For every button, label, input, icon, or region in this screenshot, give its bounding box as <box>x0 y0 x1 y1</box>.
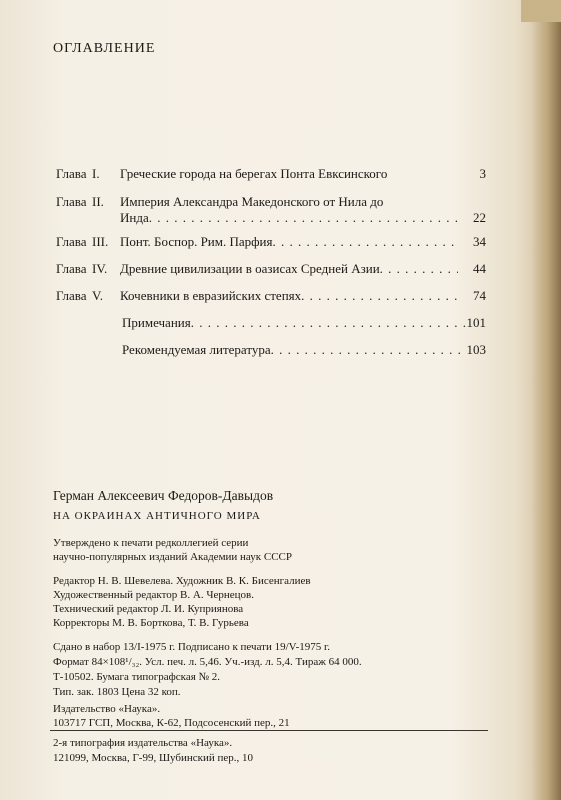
toc-leader-dots <box>271 342 467 358</box>
toc-chapter-number: IV. <box>92 261 108 276</box>
toc-entry-literature <box>122 342 486 358</box>
credits-line: Редактор Н. В. Шевелева. Художник В. К. Бисенгалиев <box>53 575 311 587</box>
toc-leader-dots <box>149 210 458 226</box>
author-name: Герман Алексеевич Федоров-Давыдов <box>53 488 274 503</box>
toc-chapter-label: Глава <box>56 194 87 209</box>
toc-extra-title: Примечания <box>122 315 191 330</box>
toc-chapter-title: Древние цивилизации в оазисах Средней Азии <box>120 261 380 276</box>
toc-chapter-title: Понт. Боспор. Рим. Парфия <box>120 234 273 249</box>
toc-entry <box>56 288 486 304</box>
toc-entry <box>56 194 486 226</box>
toc-leader-dots <box>301 288 458 304</box>
credits-line: Корректоры М. В. Борткова, Т. В. Гурьева <box>53 617 249 629</box>
print-data-line: Т-10502. Бумага типографская № 2. <box>53 671 221 683</box>
toc-heading: ОГЛАВЛЕНИЕ <box>53 41 156 56</box>
toc-chapter-title-cont: Инда <box>120 210 149 225</box>
approval-line: Утверждено к печати редколлегией серии <box>53 537 249 549</box>
print-data-line: Сдано в набор 13/I-1975 г. Подписано к печати 19/V-1975 г. <box>53 641 331 653</box>
book-title: НА ОКРАИНАХ АНТИЧНОГО МИРА <box>53 510 261 522</box>
toc-chapter-number: V. <box>92 288 103 303</box>
toc-page-number: 3 <box>479 166 486 181</box>
toc-chapter-label: Глава <box>56 288 87 303</box>
toc-entry <box>56 234 486 250</box>
publisher-line: 103717 ГСП, Москва, К-62, Подсосенский пер., 21 <box>53 717 290 729</box>
toc-leader-dots <box>191 315 467 331</box>
divider-rule <box>50 730 488 731</box>
toc-chapter-title: Греческие города на берегах Понта Евксинского <box>120 166 388 181</box>
printer-line: 2-я типография издательства «Наука». <box>53 737 233 749</box>
toc-chapter-title: Империя Александра Македонского от Нила до <box>120 194 384 209</box>
print-data-line: Формат 84×108¹/₃₂. Усл. печ. л. 5,46. Уч.-изд. л. 5,4. Тираж 64 000. <box>53 656 362 668</box>
approval-line: научно-популярных изданий Академии наук СССР <box>53 551 292 563</box>
credits-line: Технический редактор Л. И. Куприянова <box>53 603 244 615</box>
toc-chapter-label: Глава <box>56 166 87 181</box>
toc-chapter-label: Глава <box>56 234 87 249</box>
toc-page-number: 101 <box>466 315 486 330</box>
toc-page-number: 34 <box>473 234 486 249</box>
toc-chapter-number: I. <box>92 166 100 181</box>
page-corner <box>521 0 561 22</box>
toc-page-number: 22 <box>473 210 486 225</box>
print-data-line: Тип. зак. 1803 Цена 32 коп. <box>53 686 181 698</box>
toc-page-number: 103 <box>466 342 486 357</box>
toc-page-number: 74 <box>473 288 486 303</box>
toc-chapter-title: Кочевники в евразийских степях <box>120 288 302 303</box>
printer-line: 121099, Москва, Г-99, Шубинский пер., 10 <box>53 752 254 764</box>
toc-entry-notes <box>122 315 486 331</box>
publisher-line: Издательство «Наука». <box>53 703 161 715</box>
toc-chapter-number: II. <box>92 194 104 209</box>
toc-chapter-number: III. <box>92 234 109 249</box>
toc-leader-dots <box>273 234 459 250</box>
toc-chapter-label: Глава <box>56 261 87 276</box>
toc-entry <box>56 166 486 182</box>
toc-leader-dots <box>380 261 458 277</box>
credits-line: Художественный редактор В. А. Чернецов. <box>53 589 254 601</box>
toc-extra-title: Рекомендуемая литература <box>122 342 271 357</box>
toc-page-number: 44 <box>473 261 486 276</box>
page-edge-shadow <box>531 0 561 800</box>
toc-entry <box>56 261 486 277</box>
